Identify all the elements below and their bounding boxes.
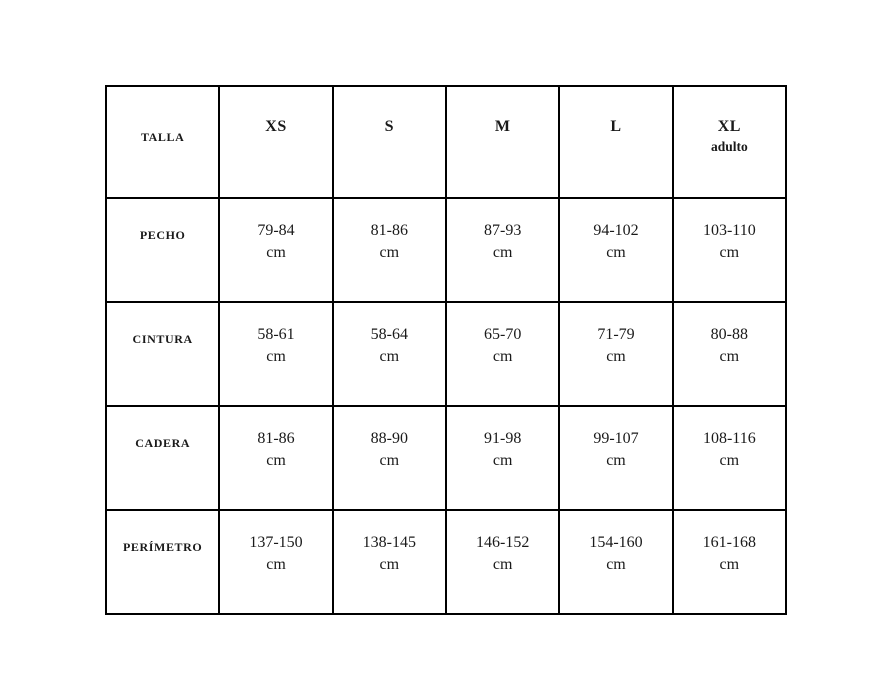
value-unit: cm	[719, 348, 740, 365]
value-cell	[333, 198, 446, 302]
value-cell	[673, 510, 786, 614]
column-header-label: M	[494, 118, 511, 135]
value-unit: cm	[492, 348, 513, 365]
row-label: CADERA	[135, 436, 191, 450]
value-unit: cm	[266, 452, 286, 469]
table-row-cintura	[106, 302, 786, 406]
column-header-m	[446, 86, 559, 198]
value-unit: cm	[379, 556, 400, 573]
value-range: 79-84	[257, 222, 295, 239]
column-header-xs	[219, 86, 332, 198]
column-header-s	[333, 86, 446, 198]
column-header-label: S	[384, 118, 395, 135]
value-unit: cm	[492, 452, 513, 469]
value-cell	[559, 302, 672, 406]
value-cell	[559, 406, 672, 510]
column-header-sublabel: adulto	[710, 139, 748, 154]
value-cell	[559, 510, 672, 614]
value-range: 138-145	[362, 534, 416, 551]
column-header-label: L	[610, 118, 622, 135]
size-chart-table	[105, 85, 787, 615]
value-cell	[219, 198, 332, 302]
value-range: 87-93	[483, 222, 522, 239]
value-range: 58-61	[257, 326, 295, 343]
value-cell	[333, 406, 446, 510]
row-label-cell	[106, 198, 219, 302]
row-label-cell	[106, 510, 219, 614]
value-range: 137-150	[249, 534, 303, 551]
column-header-xl	[673, 86, 786, 198]
value-unit: cm	[266, 556, 286, 573]
table-row-cadera	[106, 406, 786, 510]
value-cell	[219, 510, 332, 614]
value-range: 71-79	[597, 326, 635, 343]
value-range: 161-168	[702, 534, 756, 551]
row-label: CINTURA	[132, 332, 193, 346]
column-header-label: XS	[265, 118, 287, 135]
value-cell	[673, 406, 786, 510]
value-range: 88-90	[370, 430, 408, 447]
value-unit: cm	[379, 244, 400, 261]
corner-cell	[106, 86, 219, 198]
value-range: 108-116	[702, 430, 756, 447]
value-range: 80-88	[710, 326, 748, 343]
value-range: 94-102	[593, 222, 639, 239]
value-cell	[446, 302, 559, 406]
value-cell	[333, 510, 446, 614]
value-range: 103-110	[702, 222, 756, 239]
value-unit: cm	[606, 556, 626, 573]
value-cell	[446, 510, 559, 614]
value-unit: cm	[606, 452, 626, 469]
table-row-pecho	[106, 198, 786, 302]
value-unit: cm	[379, 348, 400, 365]
value-unit: cm	[606, 348, 626, 365]
value-cell	[446, 406, 559, 510]
value-range: 91-98	[483, 430, 522, 447]
value-range: 81-86	[370, 222, 408, 239]
header-row	[106, 86, 786, 198]
value-cell	[673, 302, 786, 406]
value-cell	[673, 198, 786, 302]
value-range: 65-70	[483, 326, 522, 343]
value-unit: cm	[379, 452, 400, 469]
row-label: PECHO	[139, 228, 186, 242]
row-label-cell	[106, 302, 219, 406]
value-cell	[446, 198, 559, 302]
value-range: 81-86	[257, 430, 295, 447]
table-row-perimetro	[106, 510, 786, 614]
value-unit: cm	[606, 244, 626, 261]
row-label-cell	[106, 406, 219, 510]
value-unit: cm	[266, 244, 286, 261]
value-unit: cm	[719, 452, 740, 469]
value-range: 99-107	[593, 430, 639, 447]
size-chart	[105, 85, 787, 615]
value-cell	[559, 198, 672, 302]
value-range: 58-64	[370, 326, 408, 343]
value-unit: cm	[719, 556, 740, 573]
value-unit: cm	[266, 348, 286, 365]
value-cell	[219, 302, 332, 406]
value-cell	[333, 302, 446, 406]
column-header-label: XL	[717, 118, 741, 135]
value-cell	[219, 406, 332, 510]
value-range: 154-160	[589, 534, 643, 551]
value-unit: cm	[492, 244, 513, 261]
column-header-l	[559, 86, 672, 198]
row-label: PERÍMETRO	[122, 540, 203, 554]
corner-label: TALLA	[140, 130, 185, 144]
value-range: 146-152	[475, 534, 530, 551]
value-unit: cm	[492, 556, 513, 573]
value-unit: cm	[719, 244, 740, 261]
